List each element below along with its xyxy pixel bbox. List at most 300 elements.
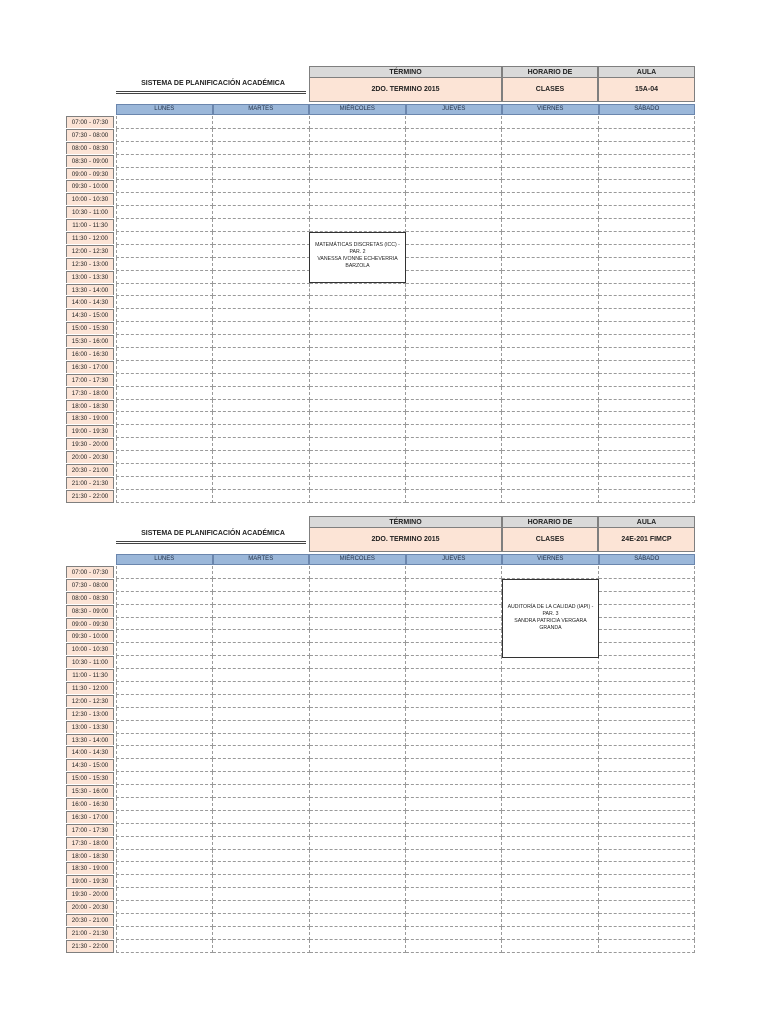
schedule-cell[interactable] — [310, 746, 406, 759]
schedule-cell[interactable] — [116, 490, 213, 503]
schedule-cell[interactable] — [116, 193, 213, 206]
schedule-cell[interactable] — [599, 785, 695, 798]
schedule-cell[interactable] — [406, 643, 502, 656]
schedule-cell[interactable] — [213, 361, 309, 374]
schedule-cell[interactable] — [213, 271, 309, 284]
schedule-cell[interactable] — [213, 219, 309, 232]
schedule-cell[interactable] — [116, 630, 213, 643]
schedule-cell[interactable] — [406, 258, 502, 271]
schedule-cell[interactable] — [116, 374, 213, 387]
schedule-cell[interactable] — [116, 579, 213, 592]
schedule-cell[interactable] — [213, 322, 309, 335]
schedule-cell[interactable] — [502, 850, 598, 863]
schedule-cell[interactable] — [310, 464, 406, 477]
schedule-cell[interactable] — [213, 811, 309, 824]
schedule-cell[interactable] — [116, 438, 213, 451]
schedule-cell[interactable] — [406, 180, 502, 193]
schedule-cell[interactable] — [116, 862, 213, 875]
schedule-cell[interactable] — [213, 592, 309, 605]
schedule-cell[interactable] — [599, 412, 695, 425]
schedule-cell[interactable] — [599, 837, 695, 850]
schedule-cell[interactable] — [213, 785, 309, 798]
schedule-cell[interactable] — [310, 901, 406, 914]
schedule-cell[interactable] — [213, 875, 309, 888]
schedule-cell[interactable] — [116, 940, 213, 953]
schedule-cell[interactable] — [599, 695, 695, 708]
schedule-cell[interactable] — [116, 772, 213, 785]
schedule-cell[interactable] — [406, 116, 502, 129]
schedule-cell[interactable] — [213, 348, 309, 361]
schedule-cell[interactable] — [406, 451, 502, 464]
schedule-cell[interactable] — [310, 180, 406, 193]
schedule-cell[interactable] — [502, 232, 598, 245]
schedule-cell[interactable] — [213, 477, 309, 490]
schedule-cell[interactable] — [310, 142, 406, 155]
schedule-cell[interactable] — [599, 618, 695, 631]
schedule-cell[interactable] — [213, 682, 309, 695]
schedule-cell[interactable] — [599, 914, 695, 927]
schedule-cell[interactable] — [406, 361, 502, 374]
schedule-cell[interactable] — [406, 888, 502, 901]
schedule-cell[interactable] — [599, 271, 695, 284]
schedule-cell[interactable] — [213, 566, 309, 579]
schedule-cell[interactable] — [406, 374, 502, 387]
schedule-cell[interactable] — [599, 232, 695, 245]
schedule-cell[interactable] — [406, 837, 502, 850]
schedule-cell[interactable] — [502, 129, 598, 142]
schedule-cell[interactable] — [213, 374, 309, 387]
schedule-cell[interactable] — [502, 425, 598, 438]
schedule-cell[interactable] — [213, 643, 309, 656]
schedule-cell[interactable] — [502, 284, 598, 297]
schedule-cell[interactable] — [502, 901, 598, 914]
schedule-cell[interactable] — [502, 400, 598, 413]
schedule-cell[interactable] — [213, 438, 309, 451]
schedule-cell[interactable] — [116, 425, 213, 438]
schedule-cell[interactable] — [599, 605, 695, 618]
course-block[interactable] — [309, 232, 406, 283]
schedule-cell[interactable] — [116, 592, 213, 605]
schedule-cell[interactable] — [502, 940, 598, 953]
schedule-cell[interactable] — [116, 271, 213, 284]
schedule-cell[interactable] — [502, 785, 598, 798]
schedule-cell[interactable] — [406, 284, 502, 297]
schedule-cell[interactable] — [213, 180, 309, 193]
schedule-cell[interactable] — [406, 734, 502, 747]
schedule-cell[interactable] — [213, 798, 309, 811]
schedule-cell[interactable] — [213, 630, 309, 643]
schedule-cell[interactable] — [406, 566, 502, 579]
schedule-cell[interactable] — [599, 451, 695, 464]
schedule-cell[interactable] — [502, 412, 598, 425]
schedule-cell[interactable] — [406, 309, 502, 322]
schedule-cell[interactable] — [116, 245, 213, 258]
schedule-cell[interactable] — [310, 348, 406, 361]
schedule-cell[interactable] — [310, 129, 406, 142]
schedule-cell[interactable] — [406, 490, 502, 503]
schedule-cell[interactable] — [116, 914, 213, 927]
schedule-cell[interactable] — [116, 888, 213, 901]
schedule-cell[interactable] — [599, 708, 695, 721]
schedule-cell[interactable] — [310, 630, 406, 643]
schedule-cell[interactable] — [406, 412, 502, 425]
schedule-cell[interactable] — [502, 193, 598, 206]
schedule-cell[interactable] — [406, 219, 502, 232]
schedule-cell[interactable] — [116, 605, 213, 618]
schedule-cell[interactable] — [502, 296, 598, 309]
schedule-cell[interactable] — [599, 309, 695, 322]
schedule-cell[interactable] — [599, 142, 695, 155]
schedule-cell[interactable] — [502, 168, 598, 181]
schedule-cell[interactable] — [310, 772, 406, 785]
schedule-cell[interactable] — [116, 206, 213, 219]
schedule-cell[interactable] — [116, 309, 213, 322]
schedule-cell[interactable] — [116, 927, 213, 940]
schedule-cell[interactable] — [116, 785, 213, 798]
schedule-cell[interactable] — [310, 168, 406, 181]
schedule-cell[interactable] — [116, 708, 213, 721]
schedule-cell[interactable] — [310, 374, 406, 387]
schedule-cell[interactable] — [599, 116, 695, 129]
schedule-cell[interactable] — [502, 669, 598, 682]
schedule-cell[interactable] — [599, 193, 695, 206]
schedule-cell[interactable] — [310, 309, 406, 322]
schedule-cell[interactable] — [213, 669, 309, 682]
schedule-cell[interactable] — [406, 155, 502, 168]
schedule-cell[interactable] — [406, 811, 502, 824]
schedule-cell[interactable] — [116, 129, 213, 142]
schedule-cell[interactable] — [116, 695, 213, 708]
schedule-cell[interactable] — [116, 746, 213, 759]
schedule-cell[interactable] — [310, 811, 406, 824]
schedule-cell[interactable] — [213, 142, 309, 155]
schedule-cell[interactable] — [116, 875, 213, 888]
schedule-cell[interactable] — [406, 438, 502, 451]
schedule-cell[interactable] — [406, 940, 502, 953]
schedule-cell[interactable] — [406, 927, 502, 940]
schedule-cell[interactable] — [599, 746, 695, 759]
schedule-cell[interactable] — [502, 206, 598, 219]
schedule-cell[interactable] — [213, 335, 309, 348]
schedule-cell[interactable] — [310, 759, 406, 772]
schedule-cell[interactable] — [310, 618, 406, 631]
schedule-cell[interactable] — [116, 656, 213, 669]
schedule-cell[interactable] — [406, 387, 502, 400]
schedule-cell[interactable] — [502, 322, 598, 335]
schedule-cell[interactable] — [310, 296, 406, 309]
schedule-cell[interactable] — [213, 232, 309, 245]
schedule-cell[interactable] — [599, 721, 695, 734]
schedule-cell[interactable] — [213, 772, 309, 785]
schedule-cell[interactable] — [406, 605, 502, 618]
schedule-cell[interactable] — [406, 464, 502, 477]
schedule-cell[interactable] — [213, 425, 309, 438]
schedule-cell[interactable] — [502, 721, 598, 734]
schedule-cell[interactable] — [310, 451, 406, 464]
schedule-cell[interactable] — [599, 643, 695, 656]
schedule-cell[interactable] — [213, 734, 309, 747]
schedule-cell[interactable] — [310, 888, 406, 901]
schedule-cell[interactable] — [502, 566, 598, 579]
schedule-cell[interactable] — [599, 129, 695, 142]
schedule-cell[interactable] — [599, 284, 695, 297]
schedule-cell[interactable] — [116, 734, 213, 747]
schedule-cell[interactable] — [310, 592, 406, 605]
schedule-cell[interactable] — [406, 824, 502, 837]
schedule-cell[interactable] — [116, 798, 213, 811]
schedule-cell[interactable] — [406, 193, 502, 206]
schedule-cell[interactable] — [406, 477, 502, 490]
schedule-cell[interactable] — [116, 387, 213, 400]
schedule-cell[interactable] — [406, 785, 502, 798]
schedule-cell[interactable] — [213, 824, 309, 837]
schedule-cell[interactable] — [406, 271, 502, 284]
schedule-cell[interactable] — [599, 940, 695, 953]
schedule-cell[interactable] — [310, 656, 406, 669]
schedule-cell[interactable] — [213, 914, 309, 927]
schedule-cell[interactable] — [310, 284, 406, 297]
schedule-cell[interactable] — [599, 335, 695, 348]
schedule-cell[interactable] — [310, 824, 406, 837]
schedule-cell[interactable] — [116, 322, 213, 335]
schedule-cell[interactable] — [116, 451, 213, 464]
schedule-cell[interactable] — [213, 129, 309, 142]
schedule-cell[interactable] — [310, 155, 406, 168]
schedule-cell[interactable] — [213, 258, 309, 271]
schedule-cell[interactable] — [599, 477, 695, 490]
schedule-cell[interactable] — [213, 695, 309, 708]
schedule-cell[interactable] — [213, 850, 309, 863]
schedule-cell[interactable] — [213, 296, 309, 309]
schedule-cell[interactable] — [502, 734, 598, 747]
schedule-cell[interactable] — [310, 438, 406, 451]
schedule-cell[interactable] — [599, 850, 695, 863]
schedule-cell[interactable] — [116, 643, 213, 656]
schedule-cell[interactable] — [310, 927, 406, 940]
schedule-cell[interactable] — [310, 862, 406, 875]
schedule-cell[interactable] — [502, 219, 598, 232]
schedule-cell[interactable] — [310, 605, 406, 618]
schedule-cell[interactable] — [502, 914, 598, 927]
schedule-cell[interactable] — [310, 875, 406, 888]
schedule-cell[interactable] — [599, 296, 695, 309]
schedule-cell[interactable] — [116, 335, 213, 348]
schedule-cell[interactable] — [310, 850, 406, 863]
schedule-cell[interactable] — [116, 155, 213, 168]
schedule-cell[interactable] — [599, 811, 695, 824]
schedule-cell[interactable] — [213, 168, 309, 181]
schedule-cell[interactable] — [599, 682, 695, 695]
schedule-cell[interactable] — [213, 901, 309, 914]
schedule-cell[interactable] — [310, 400, 406, 413]
schedule-cell[interactable] — [502, 824, 598, 837]
schedule-cell[interactable] — [406, 322, 502, 335]
schedule-cell[interactable] — [502, 142, 598, 155]
schedule-cell[interactable] — [213, 927, 309, 940]
schedule-cell[interactable] — [599, 888, 695, 901]
schedule-cell[interactable] — [310, 837, 406, 850]
schedule-cell[interactable] — [116, 412, 213, 425]
schedule-cell[interactable] — [502, 695, 598, 708]
schedule-cell[interactable] — [599, 374, 695, 387]
schedule-cell[interactable] — [406, 721, 502, 734]
schedule-cell[interactable] — [502, 180, 598, 193]
schedule-cell[interactable] — [599, 219, 695, 232]
schedule-cell[interactable] — [310, 785, 406, 798]
schedule-cell[interactable] — [213, 284, 309, 297]
schedule-cell[interactable] — [599, 592, 695, 605]
schedule-cell[interactable] — [502, 271, 598, 284]
schedule-cell[interactable] — [310, 412, 406, 425]
schedule-cell[interactable] — [213, 708, 309, 721]
schedule-cell[interactable] — [116, 901, 213, 914]
schedule-cell[interactable] — [213, 116, 309, 129]
schedule-cell[interactable] — [406, 296, 502, 309]
schedule-cell[interactable] — [599, 464, 695, 477]
schedule-cell[interactable] — [116, 258, 213, 271]
schedule-cell[interactable] — [599, 875, 695, 888]
schedule-cell[interactable] — [406, 206, 502, 219]
schedule-cell[interactable] — [213, 412, 309, 425]
schedule-cell[interactable] — [406, 914, 502, 927]
schedule-cell[interactable] — [310, 219, 406, 232]
schedule-cell[interactable] — [502, 451, 598, 464]
schedule-cell[interactable] — [406, 746, 502, 759]
schedule-cell[interactable] — [406, 656, 502, 669]
schedule-cell[interactable] — [599, 168, 695, 181]
schedule-cell[interactable] — [599, 734, 695, 747]
schedule-cell[interactable] — [599, 425, 695, 438]
schedule-cell[interactable] — [599, 630, 695, 643]
schedule-cell[interactable] — [116, 180, 213, 193]
schedule-cell[interactable] — [310, 643, 406, 656]
schedule-cell[interactable] — [406, 335, 502, 348]
schedule-cell[interactable] — [116, 669, 213, 682]
schedule-cell[interactable] — [502, 811, 598, 824]
schedule-cell[interactable] — [502, 837, 598, 850]
schedule-cell[interactable] — [213, 746, 309, 759]
schedule-cell[interactable] — [406, 232, 502, 245]
schedule-cell[interactable] — [213, 193, 309, 206]
schedule-cell[interactable] — [599, 206, 695, 219]
schedule-cell[interactable] — [310, 425, 406, 438]
schedule-cell[interactable] — [116, 566, 213, 579]
schedule-cell[interactable] — [310, 798, 406, 811]
schedule-cell[interactable] — [116, 618, 213, 631]
schedule-cell[interactable] — [599, 155, 695, 168]
schedule-cell[interactable] — [116, 361, 213, 374]
schedule-cell[interactable] — [310, 914, 406, 927]
schedule-cell[interactable] — [502, 116, 598, 129]
schedule-cell[interactable] — [406, 901, 502, 914]
schedule-cell[interactable] — [406, 400, 502, 413]
schedule-cell[interactable] — [310, 695, 406, 708]
schedule-cell[interactable] — [406, 669, 502, 682]
schedule-cell[interactable] — [502, 490, 598, 503]
schedule-cell[interactable] — [310, 116, 406, 129]
schedule-cell[interactable] — [406, 618, 502, 631]
schedule-cell[interactable] — [502, 656, 598, 669]
schedule-cell[interactable] — [502, 374, 598, 387]
schedule-cell[interactable] — [310, 940, 406, 953]
schedule-cell[interactable] — [116, 811, 213, 824]
schedule-cell[interactable] — [502, 927, 598, 940]
schedule-cell[interactable] — [406, 759, 502, 772]
schedule-cell[interactable] — [213, 721, 309, 734]
schedule-cell[interactable] — [213, 387, 309, 400]
schedule-cell[interactable] — [213, 451, 309, 464]
schedule-cell[interactable] — [502, 682, 598, 695]
schedule-cell[interactable] — [599, 759, 695, 772]
schedule-cell[interactable] — [502, 335, 598, 348]
schedule-cell[interactable] — [213, 309, 309, 322]
schedule-cell[interactable] — [599, 348, 695, 361]
schedule-cell[interactable] — [213, 618, 309, 631]
schedule-cell[interactable] — [116, 116, 213, 129]
schedule-cell[interactable] — [116, 296, 213, 309]
schedule-cell[interactable] — [406, 798, 502, 811]
schedule-cell[interactable] — [599, 862, 695, 875]
schedule-cell[interactable] — [116, 464, 213, 477]
schedule-cell[interactable] — [599, 656, 695, 669]
schedule-cell[interactable] — [116, 348, 213, 361]
schedule-cell[interactable] — [116, 682, 213, 695]
schedule-cell[interactable] — [310, 669, 406, 682]
schedule-cell[interactable] — [599, 566, 695, 579]
schedule-cell[interactable] — [502, 387, 598, 400]
schedule-cell[interactable] — [406, 875, 502, 888]
schedule-cell[interactable] — [502, 759, 598, 772]
schedule-cell[interactable] — [213, 400, 309, 413]
schedule-cell[interactable] — [213, 888, 309, 901]
schedule-cell[interactable] — [599, 490, 695, 503]
schedule-cell[interactable] — [406, 579, 502, 592]
schedule-cell[interactable] — [213, 759, 309, 772]
schedule-cell[interactable] — [116, 759, 213, 772]
schedule-cell[interactable] — [116, 284, 213, 297]
schedule-cell[interactable] — [599, 387, 695, 400]
schedule-cell[interactable] — [310, 734, 406, 747]
schedule-cell[interactable] — [116, 400, 213, 413]
schedule-cell[interactable] — [310, 682, 406, 695]
schedule-cell[interactable] — [213, 579, 309, 592]
schedule-cell[interactable] — [213, 245, 309, 258]
schedule-cell[interactable] — [406, 129, 502, 142]
schedule-cell[interactable] — [406, 682, 502, 695]
schedule-cell[interactable] — [310, 322, 406, 335]
schedule-cell[interactable] — [406, 168, 502, 181]
schedule-cell[interactable] — [502, 888, 598, 901]
schedule-cell[interactable] — [116, 232, 213, 245]
schedule-cell[interactable] — [310, 387, 406, 400]
schedule-cell[interactable] — [213, 862, 309, 875]
schedule-cell[interactable] — [116, 477, 213, 490]
schedule-cell[interactable] — [310, 206, 406, 219]
schedule-cell[interactable] — [310, 477, 406, 490]
schedule-cell[interactable] — [310, 708, 406, 721]
schedule-cell[interactable] — [599, 669, 695, 682]
schedule-cell[interactable] — [502, 772, 598, 785]
schedule-cell[interactable] — [502, 438, 598, 451]
schedule-cell[interactable] — [599, 927, 695, 940]
course-block[interactable] — [502, 579, 599, 658]
schedule-cell[interactable] — [406, 142, 502, 155]
schedule-cell[interactable] — [116, 168, 213, 181]
schedule-cell[interactable] — [502, 245, 598, 258]
schedule-cell[interactable] — [213, 155, 309, 168]
schedule-cell[interactable] — [116, 850, 213, 863]
schedule-cell[interactable] — [116, 837, 213, 850]
